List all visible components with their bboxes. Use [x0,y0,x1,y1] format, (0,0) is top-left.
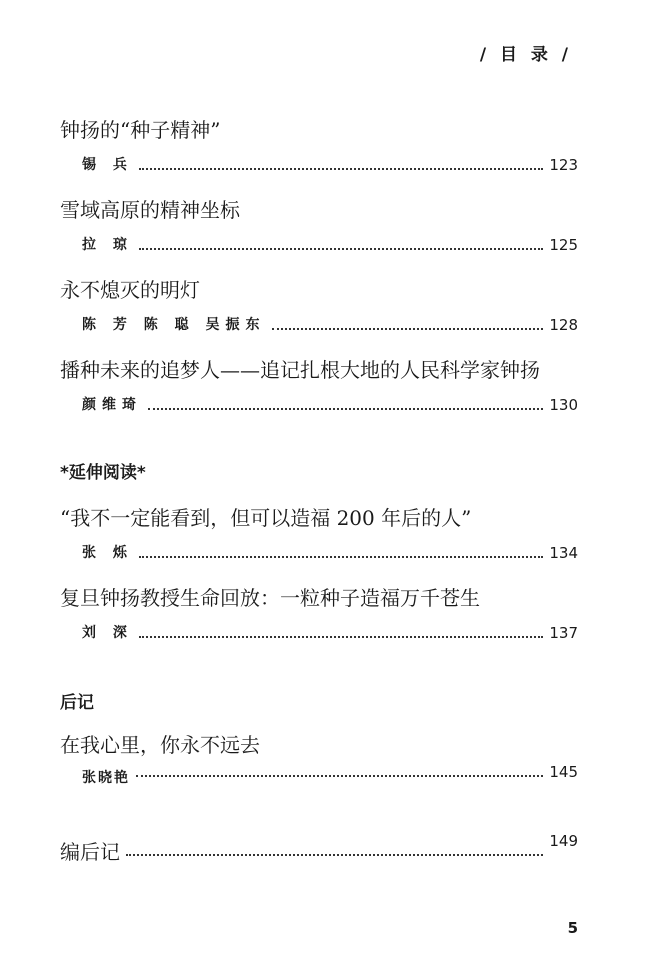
entry-title: 复旦钟扬教授生命回放：一粒种子造福万千苍生 [60,586,480,610]
entry-line [82,542,578,562]
entry-page: 149 [549,832,578,850]
entry-title: 编后记 [60,840,120,864]
section-heading-extended-reading: *延伸阅读* [60,463,146,483]
leader-dots [136,774,543,777]
toc-entry[interactable] [60,586,578,642]
leader-dots [148,407,543,410]
entry-line [82,234,578,254]
entry-page: 125 [549,236,578,254]
entry-title: 播种未来的追梦人——追记扎根大地的人民科学家钟扬 [60,358,540,382]
toc-entry-editor-note[interactable] [60,832,578,864]
entry-line [82,763,578,787]
entry-title: 雪域高原的精神坐标 [60,198,240,222]
entry-title: 在我心里，你永不远去 [60,733,260,757]
entry-page: 130 [549,396,578,414]
leader-dots [126,853,543,856]
running-header: / 目 录 / [479,45,572,65]
entry-author: 陈 芳 陈 聪 吴振东 [82,317,266,333]
leader-dots [139,247,543,250]
entry-line [82,154,578,174]
entry-title: 钟扬的“种子精神” [60,118,221,142]
toc-entry[interactable] [60,278,578,334]
entry-line [82,394,578,414]
toc-entry[interactable] [60,198,578,254]
page-number: 5 [567,919,578,937]
entry-author: 张晓艳 [82,770,130,786]
leader-dots [139,167,543,170]
entry-page: 145 [549,763,578,781]
entry-line [82,314,578,334]
toc-entry[interactable] [60,118,578,174]
entry-title: 永不熄灭的明灯 [60,278,200,302]
entry-author: 拉 琼 [82,237,133,253]
leader-dots [272,327,544,330]
entry-author: 刘 深 [82,625,133,641]
entry-author: 锡 兵 [82,157,133,173]
entry-author: 颜维琦 [82,397,142,413]
entry-line [82,622,578,642]
entry-page: 137 [549,624,578,642]
toc-entry[interactable] [60,358,578,414]
toc-entry[interactable] [60,733,578,787]
section-heading-afterword: 后记 [60,693,94,713]
entry-page: 128 [549,316,578,334]
toc-entry[interactable] [60,506,578,562]
entry-page: 134 [549,544,578,562]
leader-dots [139,555,543,558]
entry-title: “我不一定能看到，但可以造福 200 年后的人” [60,506,472,530]
leader-dots [139,635,543,638]
entry-page: 123 [549,156,578,174]
entry-author: 张 烁 [82,545,133,561]
